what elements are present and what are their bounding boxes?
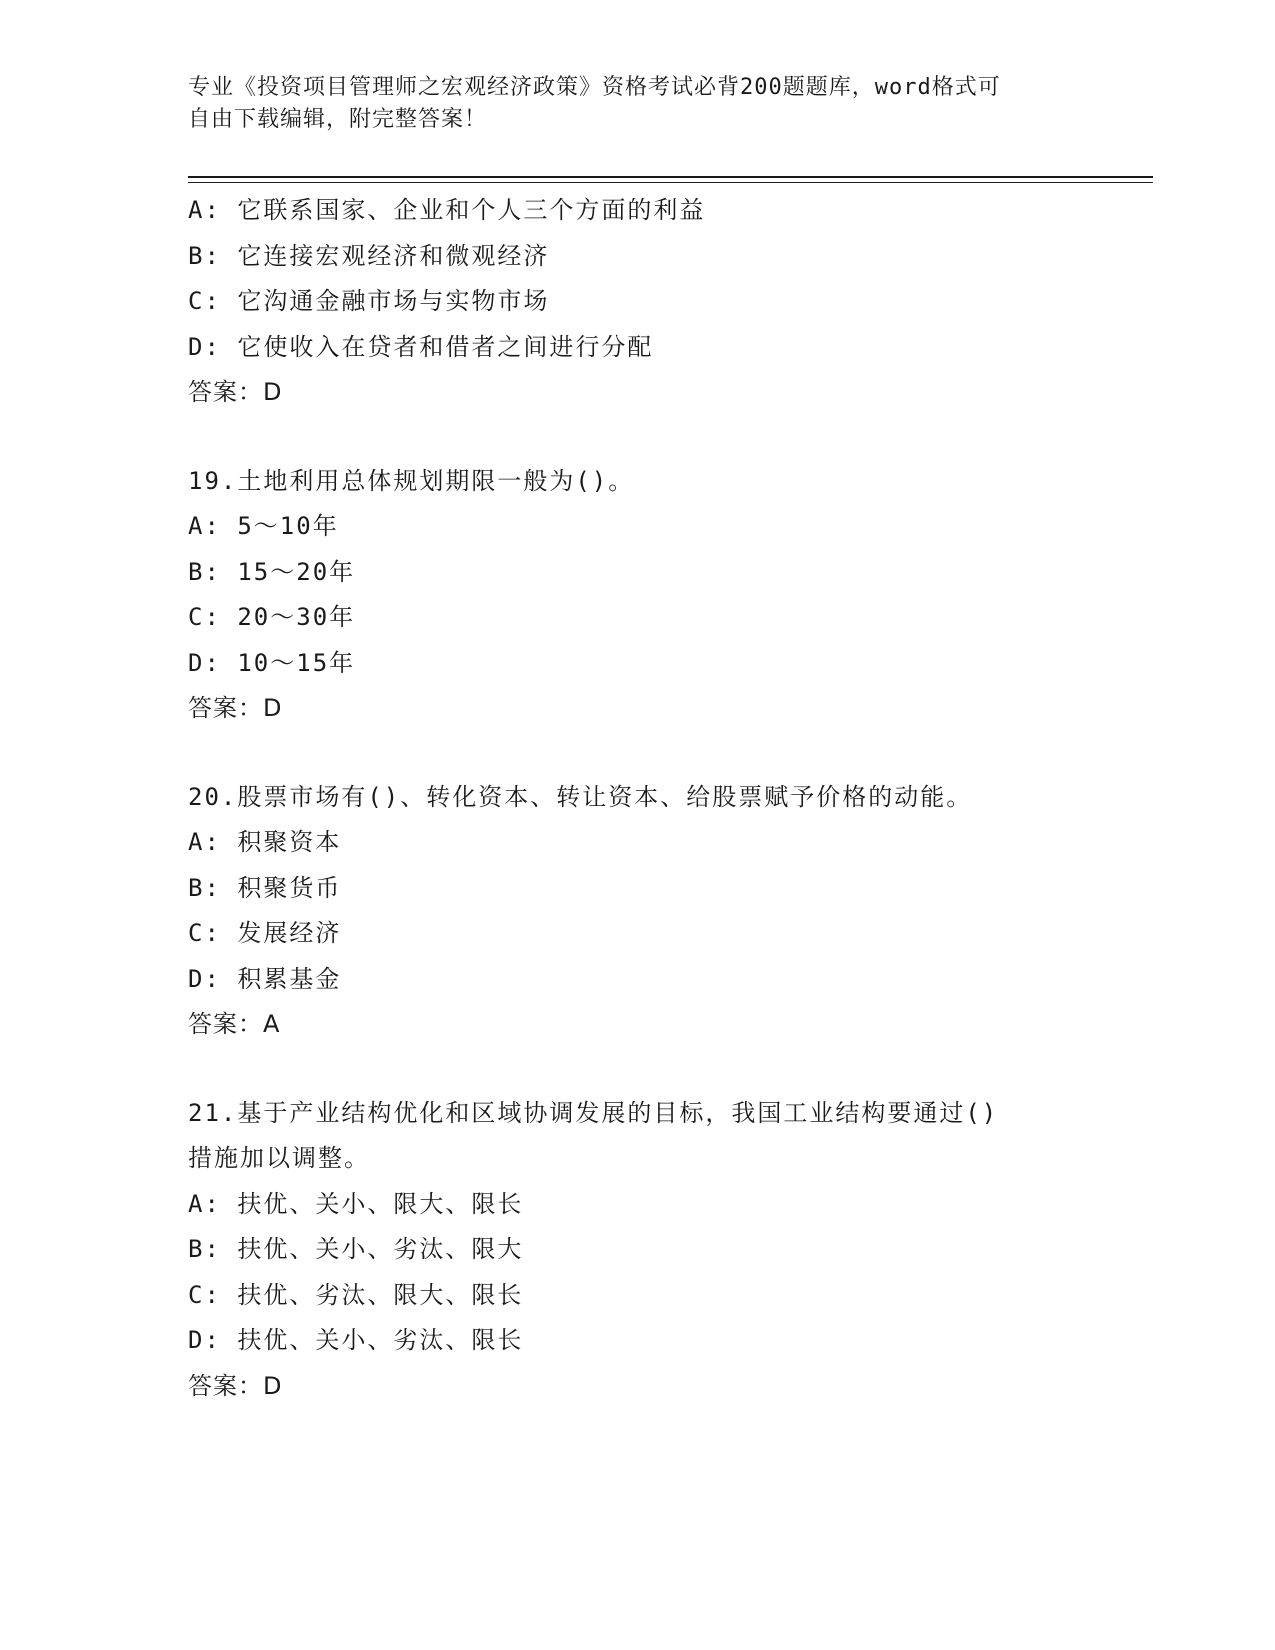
question-block-19 [188,459,1153,732]
option-c: C: 扶优、劣汰、限大、限长 [188,1280,524,1309]
option-d: D: 10～15年 [188,648,356,677]
question-list [188,188,1153,1409]
option-c: C: 发展经济 [188,919,342,947]
option-b: B: 扶优、关小、劣汰、限大 [188,1235,524,1263]
option-a: A: 5～10年 [188,512,339,540]
spacer [188,416,1153,459]
header-title-line-2: 自由下载编辑，附完整答案！ [188,107,488,132]
option-a: A: 积聚资本 [188,828,342,856]
header-title-line-1: 专业《投资项目管理师之宏观经济政策》资格考试必背200题题库，word格式可 [188,75,1001,100]
answer-line: 答案：D [188,1371,283,1400]
option-d: D: 积累基金 [188,964,342,993]
document-header [188,72,1088,136]
question-text: 19.土地利用总体规划期限一般为()。 [188,466,635,495]
question-text-line-1: 21.基于产业结构优化和区域协调发展的目标，我国工业结构要通过() [188,1098,999,1127]
option-b: B: 15～20年 [188,557,356,586]
option-b: B: 积聚货币 [188,873,342,902]
spacer [188,1048,1153,1091]
question-text-line-2: 措施加以调整。 [188,1144,370,1172]
question-block-20 [188,775,1153,1048]
answer-line: 答案：D [188,694,283,722]
spacer [188,732,1153,775]
question-text: 20.股票市场有()、转化资本、转让资本、给股票赋予价格的动能。 [188,782,973,811]
header-divider-thick [188,176,1153,178]
option-a: A: 它联系国家、企业和个人三个方面的利益 [188,196,706,224]
option-a: A: 扶优、关小、限大、限长 [188,1189,524,1218]
option-c: C: 20～30年 [188,603,356,631]
option-c: C: 它沟通金融市场与实物市场 [188,287,550,315]
option-d: D: 扶优、关小、劣汰、限长 [188,1326,524,1354]
option-b: B: 它连接宏观经济和微观经济 [188,241,550,270]
header-divider-thin [188,182,1153,183]
answer-line: 答案：A [188,1010,281,1038]
question-block-18 [188,188,1153,416]
option-d: D: 它使收入在贷者和借者之间进行分配 [188,332,654,361]
answer-line: 答案：D [188,378,283,406]
question-block-21 [188,1091,1153,1410]
